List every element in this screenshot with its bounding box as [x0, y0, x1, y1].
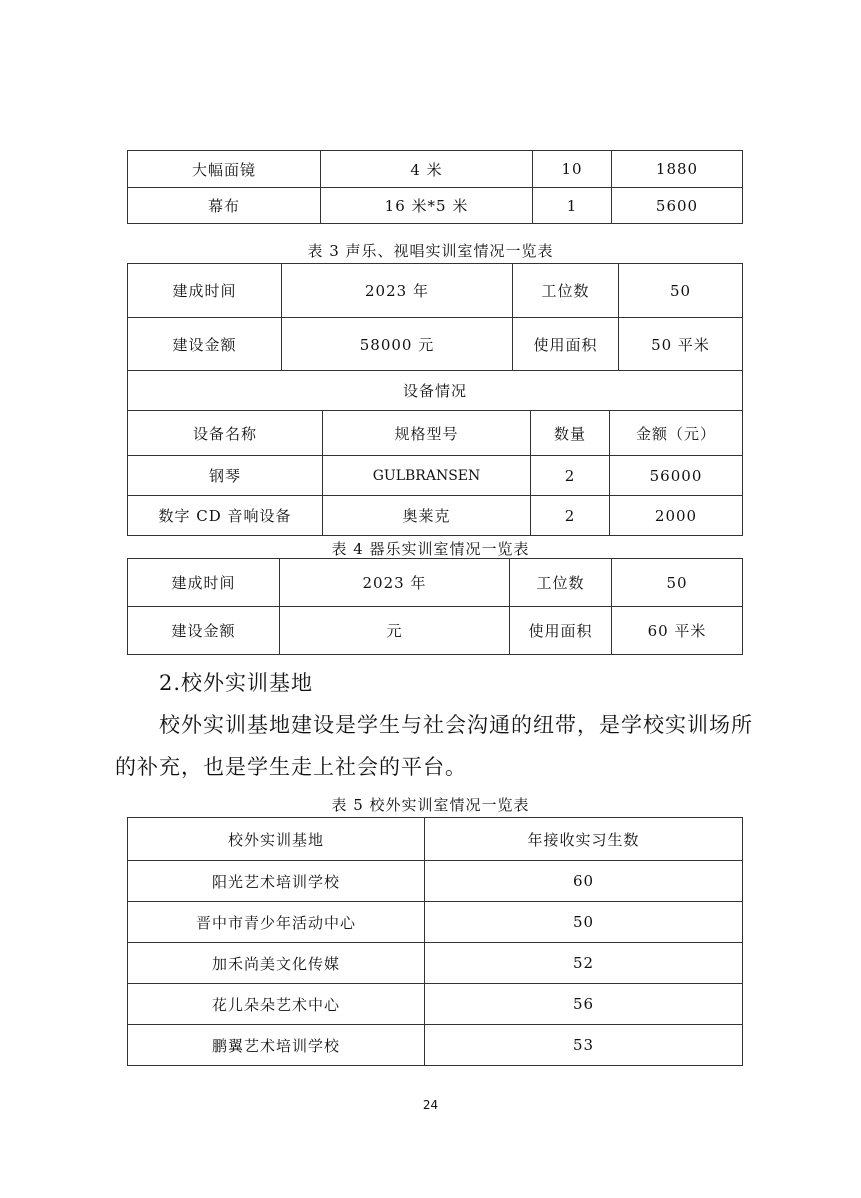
amount-label: 建设金额	[128, 607, 280, 655]
table-row	[128, 318, 743, 371]
cell: 幕布	[128, 188, 321, 224]
amount-value: 58000 元	[282, 318, 513, 371]
col-header: 设备名称	[128, 411, 323, 456]
build-time-label: 建成时间	[128, 559, 280, 607]
cell: 10	[533, 151, 612, 188]
table-row	[128, 861, 743, 902]
cell: 56000	[610, 456, 743, 496]
table-row	[128, 411, 743, 456]
build-time-label: 建成时间	[128, 264, 282, 318]
col-header: 数量	[531, 411, 610, 456]
stations-value: 50	[612, 559, 743, 607]
cell: 5600	[612, 188, 743, 224]
table-row	[128, 456, 743, 496]
cell: 1880	[612, 151, 743, 188]
table-row	[128, 559, 743, 607]
cell: 52	[425, 943, 743, 984]
build-time-value: 2023 年	[280, 559, 510, 607]
page-number: 24	[422, 1098, 439, 1112]
table-row	[128, 984, 743, 1025]
stations-label: 工位数	[513, 264, 619, 318]
equipment-table-continued	[127, 150, 743, 224]
cell: 晋中市青少年活动中心	[128, 902, 425, 943]
area-value: 60 平米	[612, 607, 743, 655]
cell: 60	[425, 861, 743, 902]
table3-caption: 表 3 声乐、视唱实训室情况一览表	[307, 242, 554, 260]
cell: 鹏翼艺术培训学校	[128, 1025, 425, 1066]
col-header: 规格型号	[323, 411, 531, 456]
table4	[127, 558, 743, 655]
cell: 奥莱克	[323, 496, 531, 536]
table-row	[128, 188, 743, 224]
cell: 50	[425, 902, 743, 943]
table-row	[128, 943, 743, 984]
table-row	[128, 151, 743, 188]
table-row	[128, 818, 743, 861]
stations-label: 工位数	[510, 559, 612, 607]
section-heading: 2.校外实训基地	[159, 671, 314, 695]
cell: 53	[425, 1025, 743, 1066]
table-row	[128, 1025, 743, 1066]
area-value: 50 平米	[619, 318, 743, 371]
cell: GULBRANSEN	[323, 456, 531, 496]
paragraph-line: 校外实训基地建设是学生与社会沟通的纽带，是学校实训场所	[159, 713, 753, 737]
area-label: 使用面积	[513, 318, 619, 371]
table3-summary	[127, 263, 743, 411]
cell: 56	[425, 984, 743, 1025]
table-row	[128, 371, 743, 411]
amount-value: 元	[280, 607, 510, 655]
cell: 2	[531, 456, 610, 496]
cell: 16 米*5 米	[321, 188, 533, 224]
table-row	[128, 902, 743, 943]
table-row	[128, 496, 743, 536]
cell: 加禾尚美文化传媒	[128, 943, 425, 984]
cell: 数字 CD 音响设备	[128, 496, 323, 536]
table5	[127, 817, 743, 1066]
cell: 1	[533, 188, 612, 224]
col-header: 金额（元）	[610, 411, 743, 456]
cell: 4 米	[321, 151, 533, 188]
paragraph-line: 的补充，也是学生走上社会的平台。	[115, 755, 467, 779]
stations-value: 50	[619, 264, 743, 318]
col-header: 校外实训基地	[128, 818, 425, 861]
table4-caption: 表 4 器乐实训室情况一览表	[331, 540, 530, 558]
cell: 2000	[610, 496, 743, 536]
area-label: 使用面积	[510, 607, 612, 655]
equipment-header: 设备情况	[128, 371, 743, 411]
cell: 花儿朵朵艺术中心	[128, 984, 425, 1025]
table-row	[128, 607, 743, 655]
table3-equipment	[127, 410, 743, 536]
cell: 阳光艺术培训学校	[128, 861, 425, 902]
col-header: 年接收实习生数	[425, 818, 743, 861]
table5-caption: 表 5 校外实训室情况一览表	[331, 796, 530, 814]
cell: 大幅面镜	[128, 151, 321, 188]
table-row	[128, 264, 743, 318]
cell: 钢琴	[128, 456, 323, 496]
amount-label: 建设金额	[128, 318, 282, 371]
build-time-value: 2023 年	[282, 264, 513, 318]
cell: 2	[531, 496, 610, 536]
